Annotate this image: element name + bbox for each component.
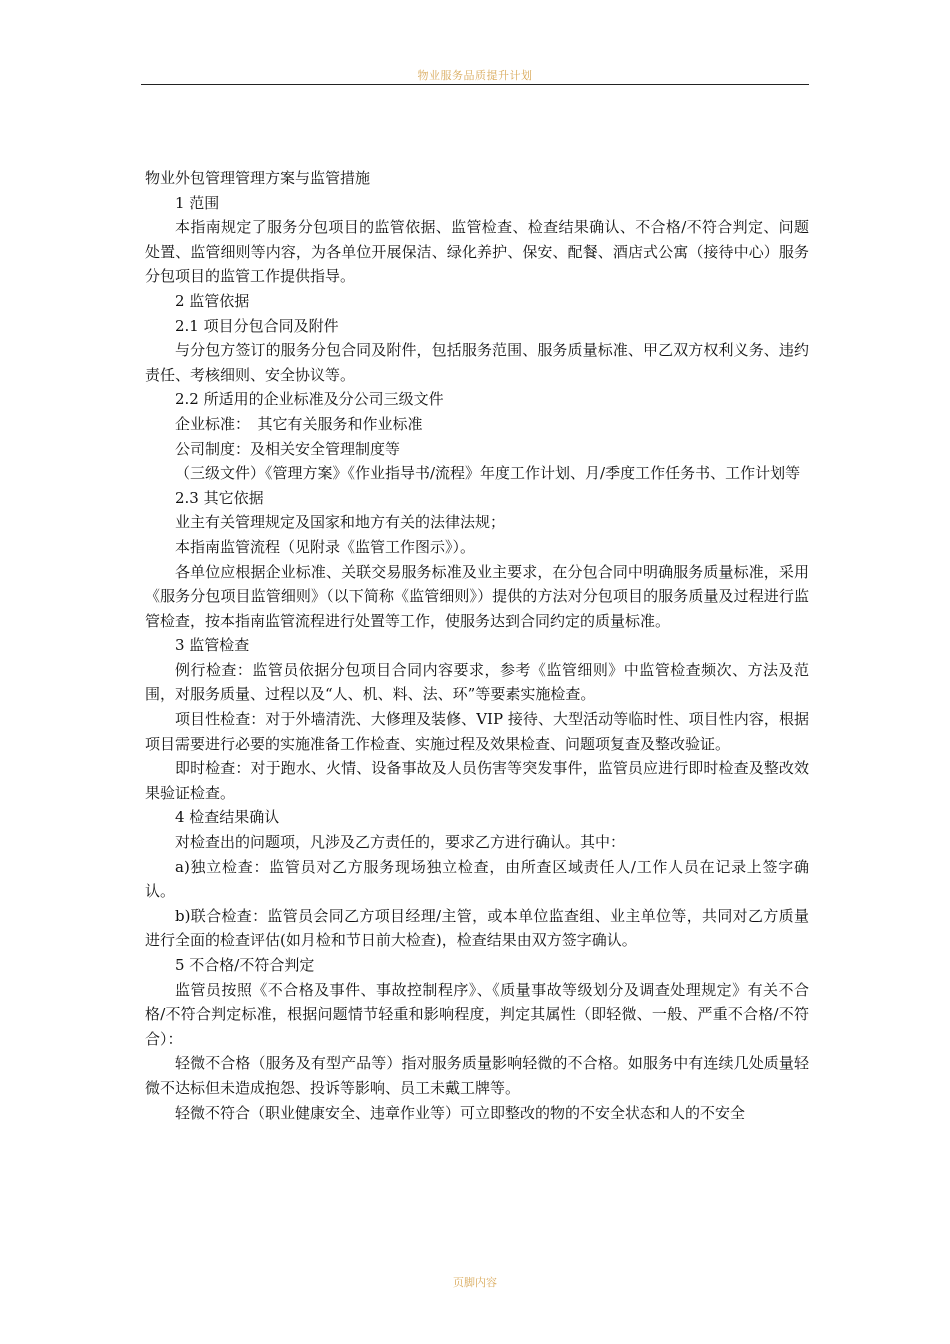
list-item: a)独立检查：监管员对乙方服务现场独立检查，由所查区域责任人/工作人员在记录上签字确认。: [145, 857, 809, 901]
paragraph: 例行检查：监管员依据分包项目合同内容要求，参考《监管细则》中监管检查频次、方法及范围，对服务质量、过程以及“人、机、料、法、环”等要素实施检查。: [145, 660, 809, 704]
paragraph: 公司制度：及相关安全管理制度等: [175, 439, 401, 458]
page-header: [141, 70, 809, 85]
subsection-heading: 2.3 其它依据: [175, 488, 264, 507]
paragraph: 对检查出的问题项，凡涉及乙方责任的，要求乙方进行确认。其中：: [175, 833, 626, 852]
section-heading: 1 范围: [175, 193, 220, 212]
paragraph: 即时检查：对于跑水、火情、设备事故及人员伤害等突发事件，监管员应进行即时检查及整改效果验证检查。: [145, 759, 809, 802]
paragraph: 本指南规定了服务分包项目的监管依据、监管检查、检查结果确认、不合格/不符合判定、问题处置、监管细则等内容，为各单位开展保洁、绿化养护、保安、配餐、酒店式公寓（接待中心）服务分包项目的监管工作提供指导。: [145, 218, 809, 286]
section-heading: 3 监管检查: [175, 636, 250, 655]
paragraph: 监管员按照《不合格及事件、事故控制程序》、《质量事故等级划分及调查处理规定》有关不合格/不符合判定标准，根据问题情节轻重和影响程度，判定其属性（即轻微、一般、严重不合格/不符合）：: [145, 980, 809, 1048]
subsection-heading: 2.2 所适用的企业标准及分公司三级文件: [175, 390, 444, 409]
document-body: [145, 166, 809, 1125]
section-heading: 2 监管依据: [175, 291, 250, 310]
paragraph: 业主有关管理规定及国家和地方有关的法律法规；: [175, 513, 506, 532]
paragraph: 与分包方签订的服务分包合同及附件，包括服务范围、服务质量标准、甲乙双方权利义务、违约责任、考核细则、安全协议等。: [145, 341, 809, 384]
header-text: 物业服务品质提升计划: [417, 69, 533, 82]
paragraph: 轻微不合格（服务及有型产品等）指对服务质量影响轻微的不合格。如服务中有连续几处质量轻微不达标但未造成抱怨、投诉等影响、员工未戴工牌等。: [145, 1054, 809, 1097]
paragraph: 各单位应根据企业标准、关联交易服务标准及业主要求，在分包合同中明确服务质量标准，采用《服务分包项目监管细则》（以下简称《监管细则》）提供的方法对分包项目的服务质量及过程进行监管检查，按本指南监管流程进行处置等工作，使服务达到合同约定的质量标准。: [145, 562, 809, 630]
paragraph: 企业标准： 其它有关服务和作业标准: [175, 414, 423, 433]
paragraph: （三级文件）《管理方案》《作业指导书/流程》年度工作计划、月/季度工作任务书、工作计划等: [175, 464, 801, 483]
section-heading: 4 检查结果确认: [175, 808, 280, 827]
document-title: 物业外包管理管理方案与监管措施: [145, 169, 371, 187]
list-item: b)联合检查：监管员会同乙方项目经理/主管，或本单位监查组、业主单位等，共同对乙方质量进行全面的检查评估(如月检和节日前大检查)，检查结果由双方签字确认。: [145, 906, 809, 950]
subsection-heading: 2.1 项目分包合同及附件: [175, 316, 339, 335]
paragraph: 项目性检查：对于外墙清洗、大修理及装修、VIP 接待、大型活动等临时性、项目性内容，根据项目需要进行必要的实施准备工作检查、实施过程及效果检查、问题项复查及整改验证。: [145, 710, 809, 753]
paragraph: 轻微不符合（职业健康安全、违章作业等）可立即整改的物的不安全状态和人的不安全: [175, 1103, 746, 1122]
page-footer: 页脚内容: [453, 1276, 497, 1289]
paragraph: 本指南监管流程（见附录《监管工作图示》）。: [175, 537, 476, 556]
section-heading: 5 不合格/不符合判定: [175, 956, 315, 974]
